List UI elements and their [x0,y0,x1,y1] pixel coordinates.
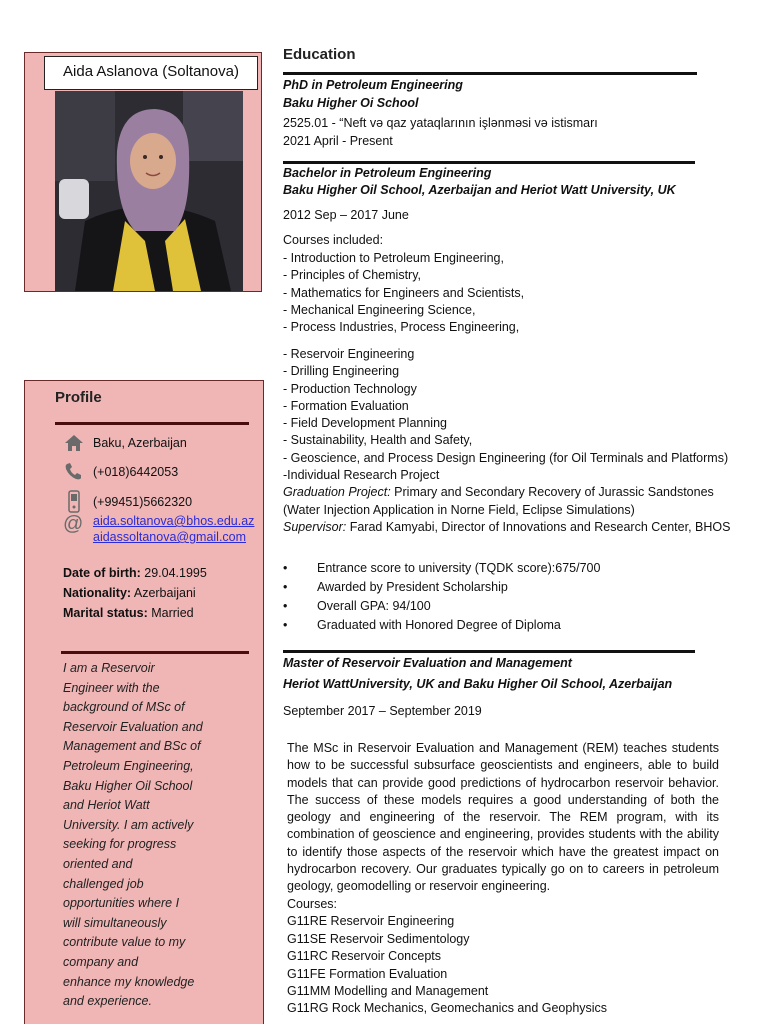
profile-photo [55,91,243,291]
bachelor-school: Baku Higher Oil School, Azerbaijan and Heriot Watt University, UK [283,183,676,197]
graduation-project-detail: (Water Injection Application in Norne Field, Eclipse Simulations) [283,502,635,517]
course-item: - Formation Evaluation [283,398,409,413]
at-sign-icon: @ [63,513,84,535]
mobile-phone-icon [63,490,85,514]
bullet-icon: • [283,599,288,613]
nationality-label: Nationality: [63,586,132,600]
location-text: Baku, Azerbaijan [93,436,187,450]
phone-text: (+018)6442053 [93,465,179,479]
candidate-name: Aida Aslanova (Soltanova) [44,56,258,90]
location-row [63,433,187,453]
achievement-text: Awarded by President Scholarship [317,580,508,594]
achievement-text: Overall GPA: 94/100 [317,599,431,613]
phd-rule [283,161,695,164]
achievement-item [283,597,600,616]
bachelor-degree: Bachelor in Petroleum Engineering [283,166,492,180]
marital-label: Marital status: [63,606,148,620]
master-course-item: G11RE Reservoir Engineering [287,914,455,929]
summary-divider [61,651,249,654]
phone-icon [63,462,85,482]
name-panel [24,52,262,292]
profile-panel [24,380,264,1024]
master-school: Heriot WattUniversity, UK and Baku Higher Oil School, Azerbaijan [283,677,673,691]
personal-details [63,563,207,623]
summary-line: opportunities where I [63,896,180,911]
course-item: - Introduction to Petroleum Engineering, [283,251,504,265]
phd-dates: 2021 April - Present [283,134,393,148]
summary-line: Petroleum Engineering, [63,758,194,773]
achievement-item [283,559,600,578]
supervisor-label: Supervisor: [283,519,347,534]
phd-degree: PhD in Petroleum Engineering [283,78,463,92]
education-rule [283,72,697,75]
summary-line: background of MSc of [63,700,185,715]
summary-line: oriented and [63,856,133,871]
course-item: -Individual Research Project [283,468,440,483]
summary-line: contribute value to my [63,935,186,950]
course-item: - Production Technology [283,381,417,396]
mobile-text: (+99451)5662320 [93,495,193,509]
mobile-row [63,490,192,514]
summary-line: Reservoir Evaluation and [63,719,203,734]
course-item: - Geoscience, and Process Design Engineering (for Oil Terminals and Platforms) [283,450,729,465]
course-item: - Principles of Chemistry, [283,268,421,283]
dob-label: Date of birth: [63,566,141,580]
course-item: - Reservoir Engineering [283,347,415,361]
dob-value: 29.04.1995 [144,566,207,580]
graduation-project-text: Primary and Secondary Recovery of Jurassic Sandstones [390,485,714,500]
nationality-value: Azerbaijani [133,586,196,600]
course-item: - Drilling Engineering [283,364,400,379]
graduation-project [283,484,730,501]
profile-divider [55,422,249,425]
course-item: - Mechanical Engineering Science, [283,302,476,317]
phd-code: 2525.01 - “Neft və qaz yataqlarının işlənməsi və istismarı [283,116,598,130]
master-degree: Master of Reservoir Evaluation and Management [283,656,572,670]
bachelor-dates: 2012 Sep – 2017 June [283,208,409,222]
course-item: - Mathematics for Engineers and Scientists, [283,285,525,300]
master-dates: September 2017 – September 2019 [283,704,482,718]
education-heading: Education [283,46,356,63]
master-course-item: G11MM Modelling and Management [287,984,489,999]
bullet-icon: • [283,561,288,575]
master-course-item: G11SE Reservoir Sedimentology [287,931,470,946]
graduation-project-label: Graduation Project: [283,485,391,500]
achievement-item [283,616,600,635]
profile-heading: Profile [55,389,102,406]
summary-line: and Heriot Watt [63,798,150,813]
home-icon [63,433,85,453]
email-link-gmail[interactable]: aidassoltanova@gmail.com [93,530,247,544]
summary-line: I am a Reservoir [63,661,155,675]
course-item: - Process Industries, Process Engineering, [283,320,520,335]
bullet-icon: • [283,618,288,632]
achievement-text: Entrance score to university (TQDK score):675/700 [317,561,601,575]
supervisor [283,519,730,536]
bachelor-courses-a [283,250,524,336]
supervisor-text: Farad Kamyabi, Director of Innovations and Research Center, BHOS [346,519,731,534]
summary-line: will simultaneously [63,915,167,930]
master-course-item: G11FE Formation Evaluation [287,966,448,981]
courses-label: Courses included: [283,233,384,247]
achievement-text: Graduated with Honored Degree of Diploma [317,618,561,632]
bachelor-rule [283,650,695,653]
bachelor-courses-b [283,346,730,536]
summary-line: company and [63,954,139,969]
summary-line: enhance my knowledge [63,974,195,989]
bullet-icon: • [283,580,288,594]
summary-line: and experience. [63,994,152,1009]
course-item: - Sustainability, Health and Safety, [283,433,473,448]
course-item: - Field Development Planning [283,416,447,431]
master-courses [287,896,607,1018]
phone-row [63,462,178,482]
email-row [63,513,254,545]
summary-line: Engineer with the [63,680,160,695]
summary-line: Baku Higher Oil School [63,778,193,793]
summary-line: seeking for progress [63,837,177,852]
summary-line: University. I am actively [63,817,194,832]
achievements-list [283,559,600,635]
summary-line: Management and BSc of [63,739,201,754]
profile-photo-illustration [55,91,243,291]
master-description: The MSc in Reservoir Evaluation and Management (REM) teaches students how to be successful subsurface geoscientists and engineers, able to build models that can provide good predictions of hydrocarbon reservoir behavior. The success of these models requires a good understanding of both the geology and engineering of the reservoir. The REM program, with its combination of geoscience and engineering, provides students with the ability to identify those aspects of the reservoir which have the greatest impact on hydrocarbon recovery. Our graduates typically go on to careers in petroleum geology, geomodelling or reservoir engineering. [287,741,719,894]
master-courses-label: Courses: [287,897,338,911]
phd-school: Baku Higher Oi School [283,96,419,110]
master-course-item: G11RC Reservoir Concepts [287,949,441,964]
marital-value: Married [151,606,194,620]
master-course-item: G11RG Rock Mechanics, Geomechanics and Geophysics [287,1001,608,1016]
achievement-item [283,578,600,597]
profile-summary [63,659,223,1012]
summary-line: challenged job [63,876,144,891]
email-link-bhos[interactable]: aida.soltanova@bhos.edu.az [93,514,255,528]
